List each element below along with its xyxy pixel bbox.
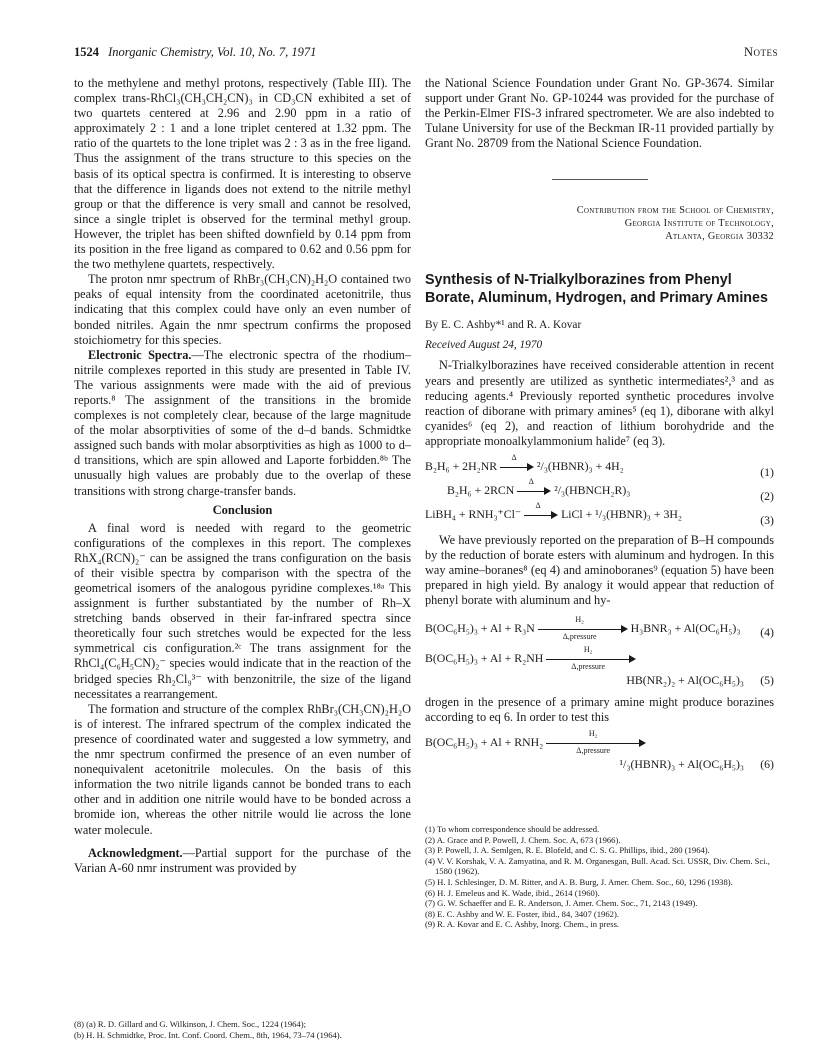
equation-rhs: ¹/₃(HBNR)₃ + Al(OC₆H₅)₃ [619,756,744,771]
equation-number: (4) [760,624,774,639]
equation-lhs: B₂H₆ + 2RCN [447,483,515,498]
contribution-affiliation [425,204,774,243]
equation-lhs: LiBH₄ + RNH₃⁺Cl⁻ [425,507,522,522]
footnotes-right [425,824,774,930]
equation-rhs: H₃BNR₃ + Al(OC₆H₅)₃ [630,620,741,635]
footnote: (6) H. J. Emeleus and K. Wade, ibid., 2614 (1960). [425,887,600,898]
paragraph: N-Trialkylborazines have received considerable attention in recent years and presently are utilized as synthetic intermediates²,³ and as reducing agents.⁴ Previously reported synthetic procedures involve reaction of diborane with primary amines⁵ (eq 1), diborane with alkyl cyanides⁶ (eq 2), and reaction of lithium borohydride and the appropriate monoalkylammonium halide⁷ (eq 3). [425,358,774,448]
section-heading: Conclusion [212,502,273,517]
arrow-condition: H₂ [583,644,593,654]
paragraph: drogen in the presence of a primary amine might produce borazines according to eq 6. In order to test this [425,694,774,724]
article-title: Synthesis of N-Trialkylborazines from Phenyl Borate, Aluminum, Hydrogen, and Primary Amines [425,272,768,307]
footnotes-left [74,1019,411,1040]
arrow-condition: Δ,pressure [571,661,606,671]
paragraph-text: —The electronic spectra of the rhodium–nitrile complexes reported in this study are presented in Table IV. The various assignments were made with the aid of previous reports.⁸ The assignment of the transitions in the bromide complexes is not completely clear, because of the large magnitude of the molar absorptivities of some of the d–d bands. Schmidtke assigned such bands with molar absorptivities as high as 1000 to d–d transitions, which are spin allowed and Laporte forbidden.⁸ᵇ The unusually high values are probably due to the overlap of these transitions with strong charge-transfer bands. [74,347,411,498]
paragraph: The proton nmr spectrum of RhBr₃(CH₃CN)₂H₂O contained two peaks of equal intensity from the coordinated acetonitrile, thus indicating that this complex could have only an even number of bonded nitriles. Again the nmr spectrum confirms the proposed stoichiometry for this species. [74,272,411,347]
equation [425,728,774,775]
footnote: (8) E. C. Ashby and W. E. Foster, ibid., 84, 3407 (1962). [425,908,619,919]
received-date: Received August 24, 1970 [425,339,543,352]
equation-body [425,728,646,755]
equation-number: (5) [760,672,774,687]
footnote: (1) To whom correspondence should be addressed. [425,824,600,834]
equation [425,615,774,643]
header-left [74,45,316,60]
footnote: (9) R. A. Kovar and E. C. Ashby, Inorg. Chem., in press. [425,919,620,930]
arrow-condition: Δ [528,477,534,487]
arrow-condition: Δ,pressure [576,745,611,755]
equation-lhs: B(OC₆H₅)₃ + Al + R₃N [425,620,535,635]
footnote: (7) G. W. Schaeffer and E. R. Anderson, J. Amer. Chem. Soc., 71, 2143 (1949). [425,898,698,909]
equation-number: (3) [760,513,774,528]
footnote: (b) H. H. Schmidtke, Proc. Int. Conf. Coord. Chem., 8th, 1964, 73–74 (1964). [74,1029,342,1040]
section-heading: Electronic Spectra. [88,347,192,362]
paragraph: We have previously reported on the preparation of B–H compounds by the reduction of borate esters with aluminum and hydrogen. In this way amine–boranes⁸ (eq 4) and aminoboranes⁹ (equation 5) have been prepared in high yield. By analogy it would appear that reduction of phenyl borate with aluminum and hy- [425,533,774,608]
equation-body [425,453,624,474]
arrow-condition: Δ [535,501,541,511]
page-number: 1524 [74,45,99,59]
equation [425,644,774,691]
equation-number: (1) [760,465,774,480]
equation-lhs: B(OC₆H₅)₃ + Al + RNH₂ [425,734,544,749]
equation-rhs: LiCl + ¹/₃(HBNR)₃ + 3H₂ [561,507,682,522]
paragraph: The formation and structure of the complex RhBr₃(CH₃CN)₂H₂O is of interest. The infrared spectrum of the complex indicated the presence of coordinated water and suggested a low symmetry, and the nmr spectrum confirmed the presence of an even number of nonequivalent acetonitrile molecules. On the basis of this information the two nitrile ligands cannot be bonded trans to each other and in addition one nitrile would have to be bonded across a bromide ion, whereas the other nitrile would lie across the lone water molecule. [74,701,411,837]
arrow-condition: H₂ [575,614,584,624]
affiliation-line: Atlanta, Georgia 30332 [665,231,774,243]
equation [425,453,774,483]
equation [425,501,774,531]
affiliation-line: Georgia Institute of Technology, [624,218,774,230]
reaction-arrow [538,614,628,641]
equation-number: (2) [760,489,774,504]
reaction-arrow [517,477,551,497]
paragraph: to the methylene and methyl protons, respectively (Table III). The complex trans-RhCl₃(CH₃CH₂CN)₃ in CD₃CN exhibited a set of two quartets centered at 2.96 and 2.90 ppm in a ratio of approximately 2 : 1 and a lone triplet centered at 1.32 ppm. The ratio of the quartets to the lone triplet was 2 : 3 as in the free ligand. Thus the assignment of the trans structure to this species on the basis of its optical spectra is confirmed. It is interesting to observe that the difference in ligands does not extend to the nitrile methyl group or that the difference is very small and cannot be resolved, since a single triplet is observed for the terminal methyl group. However, the triplet has been shifted downfield by 0.14 ppm from its position in the free ligand as compared to 0.62 and 0.56 ppm for the two methylene quartets, respectively. [74,76,411,272]
right-column [425,76,774,775]
left-column [74,76,411,876]
paragraph: A final word is needed with regard to the geometric configurations of the complexes in this report. The complexes RhX₄(RCN)₂⁻ can be assigned the trans configuration on the basis of their visible spectra by comparison with the spectra of the geometrical isomers of the analogous pyridine complexes.¹⁸ᵃ This assignment is further substantiated by the number of Rh–X stretching bands observed in their far-infrared spectra since theoretically four such stretches would be expected for the less symmetrical cis configuration.²ᶜ The trans assignment for the RhCl₄(C₆H₅CN)₂⁻ species would indicate that in the reaction of the bridged species Rh₂Cl₉³⁻ with benzonitrile, the size of the ligand necessitates a rearrangement. [74,520,411,701]
equation-body [425,644,636,671]
arrow-condition: Δ,pressure [562,631,597,641]
page-header [74,45,778,63]
reaction-arrow [500,453,534,473]
paragraph-text: —Partial support for the purchase of the Varian A-60 nmr instrument was provided by [74,845,411,875]
equation-rhs: ²/₃(HBNR)₃ + 4H₂ [537,459,624,474]
equation-rhs: HB(NR₂)₂ + Al(OC₆H₅)₃ [626,672,744,687]
footnote: (4) V. V. Korshak, V. A. Zamyatina, and R. M. Organesgan, Bull. Acad. Sci. USSR, Div. Chem. Sci., 1580 (1962). [425,855,770,877]
equation-number: (6) [760,756,774,771]
reaction-arrow [524,501,558,521]
equation [425,477,774,507]
equation-lhs: B₂H₆ + 2H₂NR [425,459,498,474]
affiliation-line: Contribution from the School of Chemistry, [576,205,774,217]
footnote: (3) P. Powell, J. A. Semlgen, R. E. Blofeld, and C. S. G. Phillips, ibid., 280 (1964). [425,845,710,856]
divider [552,179,648,180]
equation-rhs: ²/₃(HBNCH₂R)₃ [554,483,631,498]
equation-body [425,614,741,641]
reaction-arrow [546,728,646,755]
footnote: (8) (a) R. D. Gillard and G. Wilkinson, J. Chem. Soc., 1224 (1964); [74,1019,306,1029]
arrow-condition: Δ [511,453,517,463]
arrow-condition: H₂ [588,728,598,738]
equation-body [447,477,631,498]
journal-citation: Inorganic Chemistry, Vol. 10, No. 7, 1971 [108,45,317,59]
footnote: (5) H. I. Schlesinger, D. M. Ritter, and A. B. Burg, J. Amer. Chem. Soc., 60, 1296 (1938). [425,876,733,887]
section-heading: Acknowledgment. [88,845,183,860]
reaction-arrow [546,644,636,671]
section-label: Notes [743,45,778,59]
equation-body [425,501,682,522]
footnote: (2) A. Grace and P. Powell, J. Chem. Soc. A, 673 (1966). [425,834,621,845]
equation-lhs: B(OC₆H₅)₃ + Al + R₂NH [425,650,544,665]
authors: By E. C. Ashby*¹ and R. A. Kovar [425,319,582,332]
paragraph [74,846,411,876]
paragraph [74,348,411,499]
paragraph: the National Science Foundation under Grant No. GP-3674. Similar support under Grant No. GP-10244 was provided for the purchase of the Perkin-Elmer FIS-3 infrared spectrometer. We are also indebted to Tulane University for use of the Beckman IR-11 provided partially by Grant No. 28709 from the National Science Foundation. [425,76,774,151]
